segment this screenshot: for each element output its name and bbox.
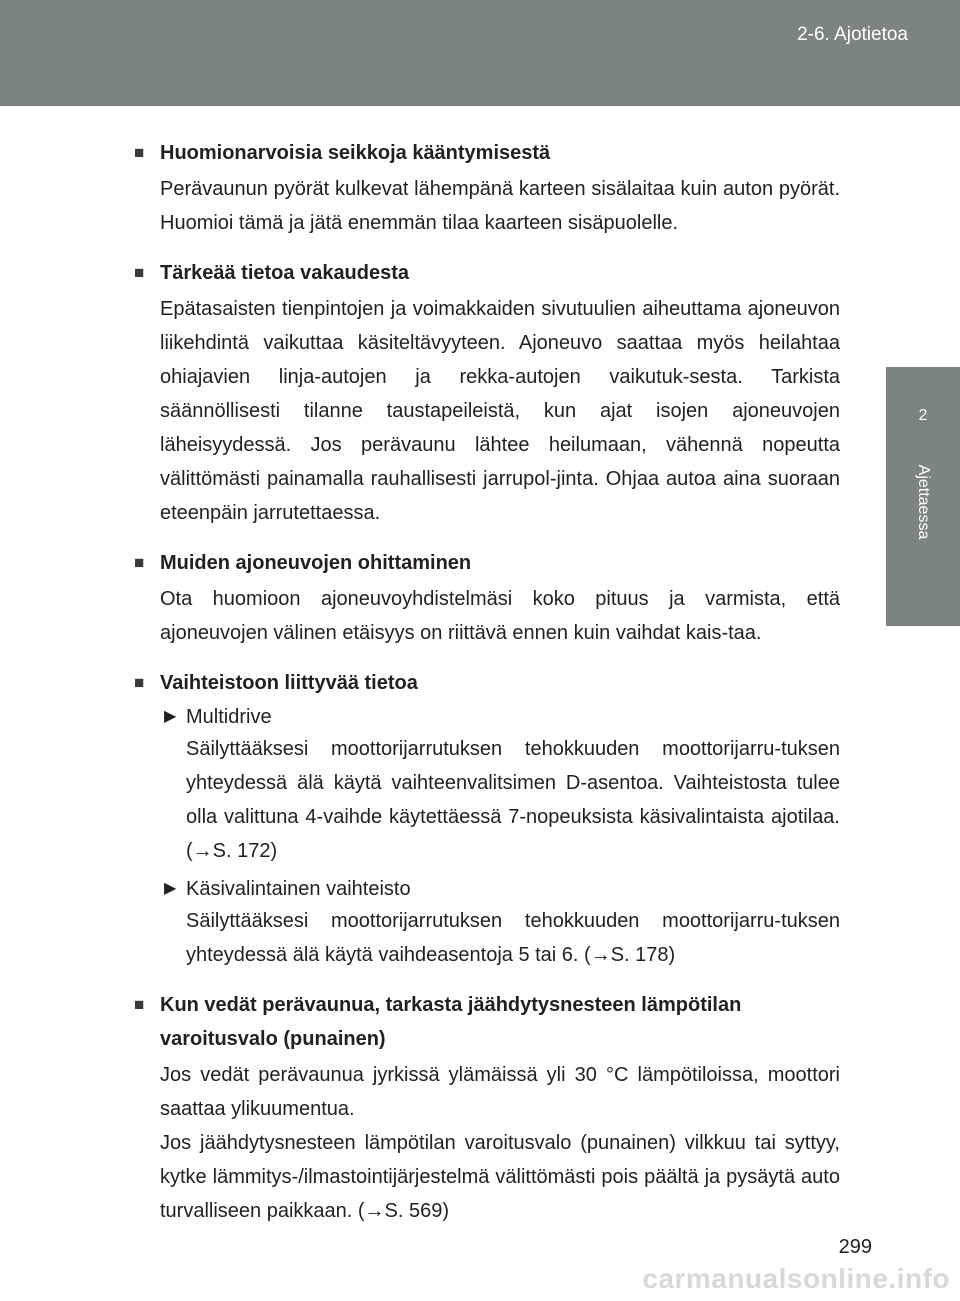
triangle-bullet-icon: ▶ <box>164 880 177 897</box>
paragraph: Jos vedät perävaunua jyrkissä ylämäissä yli 30 °C lämpötiloissa, moottori saattaa ylikuumentua. <box>160 1064 840 1120</box>
section-title: 2-6. Ajotietoa <box>797 24 908 45</box>
square-bullet-icon: ■ <box>134 143 145 162</box>
chapter-number: 2 <box>918 407 928 424</box>
section-heading: ■ Kun vedät perävaunua, tarkasta jäähdytysnesteen lämpötilan varoitusvalo (punainen) <box>134 988 840 1056</box>
subitem-text: Säilyttääksesi moottorijarrutuksen tehokkuuden moottorijarru-tuksen yhteydessä älä käytä vaihteenvalitsimen D-asentoa. Vaihteistosta tulee olla valittuna 4-vaihde käytettäessä 7-nopeuksista käsivalintaista ajotilaa. (→S. 172) <box>186 738 840 862</box>
section-heading: ■ Vaihteistoon liittyvää tietoa <box>134 666 840 700</box>
square-bullet-icon: ■ <box>134 263 145 282</box>
section-transmission <box>134 666 840 972</box>
paragraph: Epätasaisten tienpintojen ja voimakkaiden sivutuulien aiheuttama ajoneuvon liikehdintä vaikuttaa käsiteltävyyteen. Ajoneuvo saattaa myös heilahtaa ohiajavien linja-autojen ja rekka-autojen vaikutuk-sesta. Tarkista säännöllisesti tilanne taustapeileistä, kun ajat isojen ajoneuvojen läheisyydessä. Jos perävaunu lähtee heilumaan, vähennä nopeutta välittömästi painamalla rauhallisesti jarrupol-jinta. Ohjaa autoa aina suoraan eteenpäin jarrutettaessa. <box>160 298 840 524</box>
paragraph: Perävaunun pyörät kulkevat lähempänä karteen sisälaitaa kuin auton pyörät. Huomioi tämä ja jätä enemmän tilaa kaarteen sisäpuolelle. <box>160 178 840 234</box>
section-overtaking <box>134 546 840 650</box>
subitem-text: Säilyttääksesi moottorijarrutuksen tehokkuuden moottorijarru-tuksen yhteydessä älä käytä vaihdeasentoja 5 tai 6. (→S. 178) <box>186 910 840 966</box>
subitem-multidrive: ▶ Multidrive Säilyttääksesi moottorijarrutuksen tehokkuuden moottorijarru-tuksen yhteydessä älä käytä vaihteenvalitsimen D-asentoa. Vaihteistosta tulee olla valittuna 4-vaihde käytettäessä 7-nopeuksista käsivalintaista ajotilaa. (→S. 172) <box>160 702 840 868</box>
square-bullet-icon: ■ <box>134 995 145 1014</box>
subitem-manual: ▶ Käsivalintainen vaihteisto Säilyttääksesi moottorijarrutuksen tehokkuuden moottorijarru-tuksen yhteydessä älä käytä vaihdeasentoja 5 tai 6. (→S. 178) <box>160 874 840 972</box>
chapter-label: Ajettaessa <box>915 464 932 540</box>
section-turning <box>134 136 840 240</box>
section-heading: ■ Muiden ajoneuvojen ohittaminen <box>134 546 840 580</box>
watermark: carmanualsonline.info <box>642 1263 950 1294</box>
section-coolant <box>134 988 840 1228</box>
chapter-tab <box>886 367 960 626</box>
square-bullet-icon: ■ <box>134 673 145 692</box>
paragraph: Ota huomioon ajoneuvoyhdistelmäsi koko pituus ja varmista, että ajoneuvojen välinen etäisyys on riittävä ennen kuin vaihdat kais-taa. <box>160 588 840 644</box>
square-bullet-icon: ■ <box>134 553 145 572</box>
header-band <box>0 0 960 106</box>
page-number: 299 <box>838 1236 872 1258</box>
triangle-bullet-icon: ▶ <box>164 708 177 725</box>
section-heading: ■ Tärkeää tietoa vakaudesta <box>134 256 840 290</box>
section-stability <box>134 256 840 530</box>
page-content <box>134 136 840 1244</box>
paragraph: Jos jäähdytysnesteen lämpötilan varoitusvalo (punainen) vilkkuu tai syttyy, kytke lämmitys-/ilmastointijärjestelmä välittömästi pois päältä ja pysäytä auto turvalliseen paikkaan. (→S. 569) <box>160 1132 840 1222</box>
section-heading: ■ Huomionarvoisia seikkoja kääntymisestä <box>134 136 840 170</box>
